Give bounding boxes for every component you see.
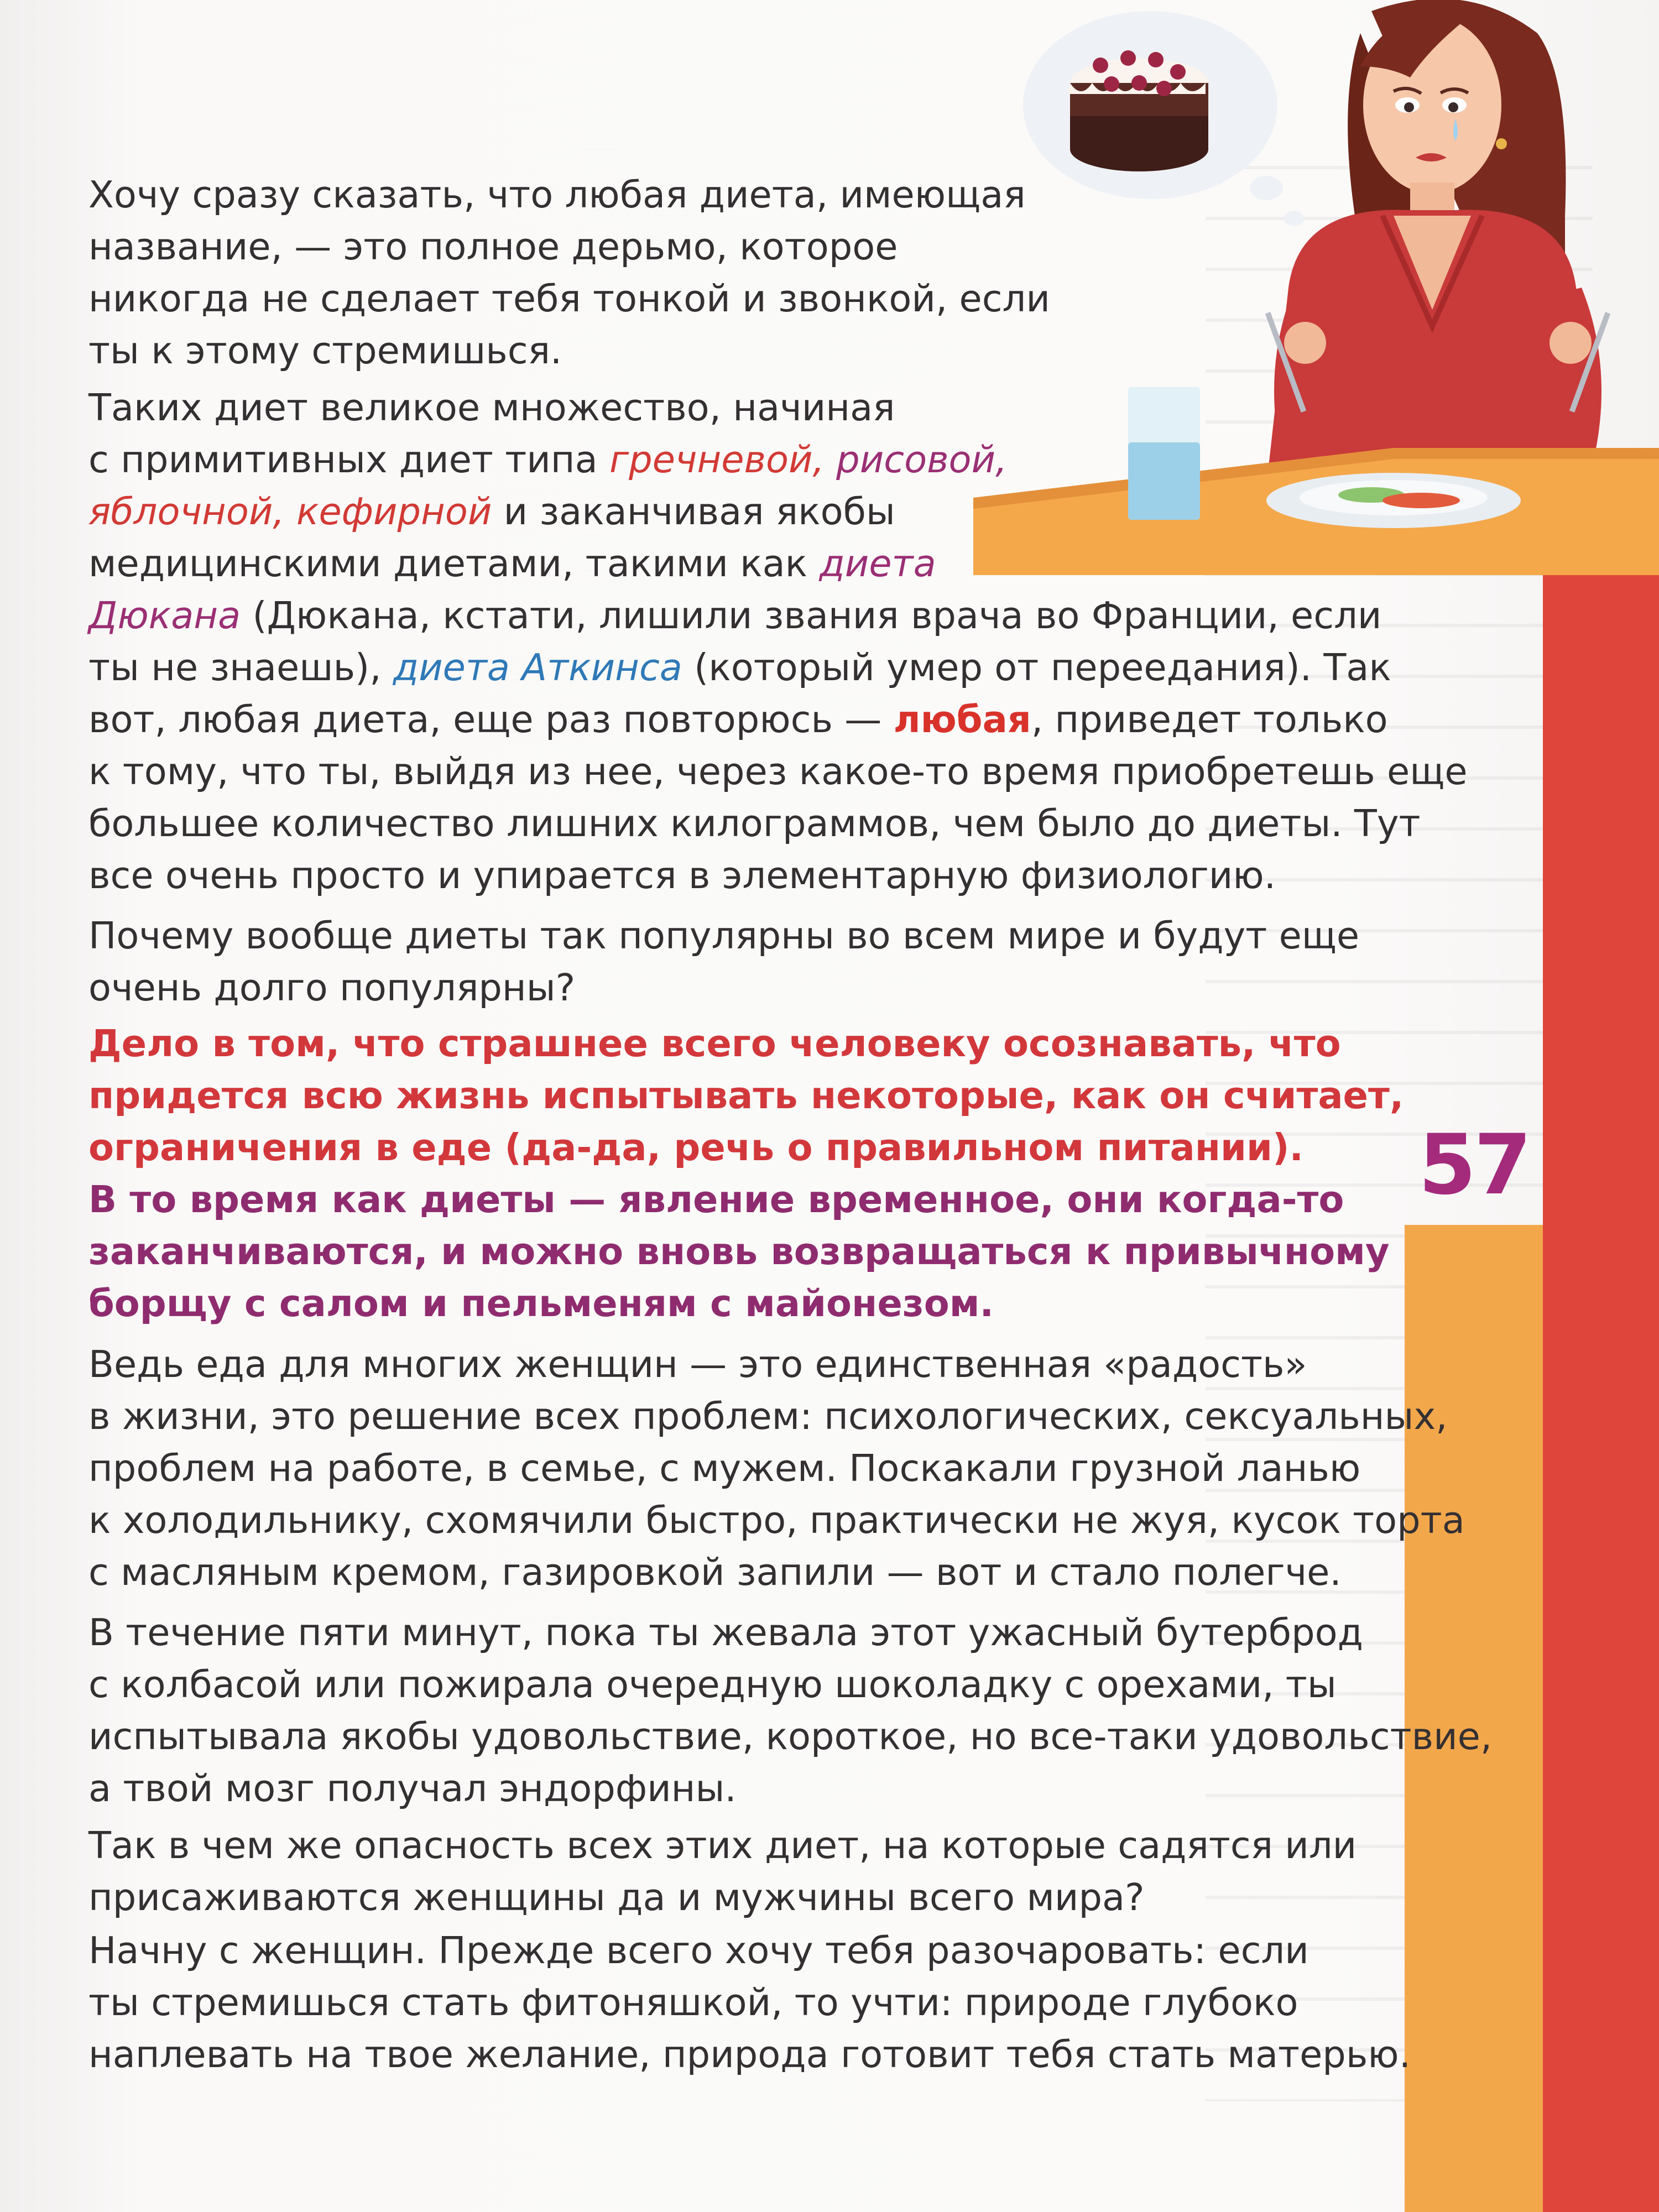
diet-name-apple: яблочной, bbox=[88, 490, 285, 533]
emphasis-any: любая bbox=[893, 698, 1031, 741]
text-line bbox=[88, 641, 1468, 693]
paragraph-5 bbox=[88, 1338, 1465, 1598]
text-line bbox=[88, 589, 1468, 641]
text-line: в жизни, это решение всех проблем: психологических, сексуальных, bbox=[88, 1395, 1448, 1438]
highlight-line: заканчиваются, и можно вновь возвращаться к привычному bbox=[88, 1230, 1390, 1273]
text-line: большее количество лишних килограммов, чем было до диеты. Тут bbox=[88, 802, 1421, 845]
text-line: В течение пяти минут, пока ты жевала этот ужасный бутерброд bbox=[88, 1611, 1363, 1654]
diet-name-dukan-cont: Дюкана bbox=[88, 594, 241, 637]
paragraph-6 bbox=[88, 1606, 1492, 1814]
text-span bbox=[285, 490, 296, 533]
text-line: Начну с женщин. Прежде всего хочу тебя разочаровать: если bbox=[88, 1929, 1309, 1972]
text-line: испытывала якобы удовольствие, короткое, но все-таки удовольствие, bbox=[88, 1715, 1493, 1758]
paragraph-1 bbox=[88, 169, 1050, 377]
red-side-band bbox=[1543, 564, 1659, 2212]
text-line: с колбасой или пожирала очередную шоколадку с орехами, ты bbox=[88, 1663, 1337, 1706]
text-span: (Дюкана, кстати, лишили звания врача во Франции, если bbox=[241, 594, 1382, 637]
text-line bbox=[88, 538, 1468, 589]
highlight-paragraph bbox=[88, 1018, 1404, 1329]
paragraph-7 bbox=[88, 1819, 1357, 1923]
text-line bbox=[88, 486, 1468, 538]
highlight-line: борщу с салом и пельменям с майонезом. bbox=[88, 1282, 994, 1325]
text-line: никогда не сделает тебя тонкой и звонкой, если bbox=[88, 277, 1050, 320]
diet-name-buckwheat: гречневой, bbox=[609, 438, 825, 481]
diet-name-rice: рисовой, bbox=[836, 438, 1008, 481]
text-line: к холодильнику, схомячили быстро, практически не жуя, кусок торта bbox=[88, 1499, 1465, 1542]
highlight-line: В то время как диеты — явление временное, они когда-то bbox=[88, 1178, 1344, 1221]
text-span: ты не знаешь), bbox=[88, 646, 393, 689]
text-line: все очень просто и упирается в элементарную физиологию. bbox=[88, 854, 1276, 897]
text-line: с масляным кремом, газировкой запили — вот и стало полегче. bbox=[88, 1551, 1342, 1594]
highlight-line: придется всю жизнь испытывать некоторые, как он считает, bbox=[88, 1074, 1404, 1117]
diet-name-kefir: кефирной bbox=[296, 490, 492, 533]
text-line: название, — это полное дерьмо, которое bbox=[88, 225, 898, 268]
highlight-line: ограничения в еде (да-да, речь о правильном питании). bbox=[88, 1126, 1303, 1169]
text-span: , приведет только bbox=[1031, 698, 1388, 741]
text-span: (который умер от переедания). Так bbox=[682, 646, 1391, 689]
text-line bbox=[88, 693, 1468, 745]
text-span: вот, любая диета, еще раз повторюсь — bbox=[88, 698, 894, 741]
text-line: присаживаются женщины да и мужчины всего мира? bbox=[88, 1876, 1145, 1919]
page-number: 57 bbox=[1418, 1117, 1530, 1213]
text-span: и заканчивая якобы bbox=[492, 490, 895, 533]
diet-name-dukan: диета bbox=[819, 542, 936, 585]
diet-name-atkins: диета Аткинса bbox=[393, 646, 682, 689]
highlight-line: Дело в том, что страшнее всего человеку осознавать, что bbox=[88, 1022, 1341, 1065]
text-line: Так в чем же опасность всех этих диет, на которые садятся или bbox=[88, 1824, 1357, 1867]
text-span: с примитивных диет типа bbox=[88, 438, 609, 481]
text-line: Таких диет великое множество, начиная bbox=[88, 386, 895, 429]
text-line: ты к этому стремишься. bbox=[88, 329, 562, 372]
paragraph-2 bbox=[88, 382, 1468, 901]
text-line: очень долго популярны? bbox=[88, 966, 576, 1009]
paragraph-3 bbox=[88, 910, 1359, 1014]
text-line: наплевать на твое желание, природа готовит тебя стать матерью. bbox=[88, 2033, 1411, 2076]
cake-icon bbox=[1067, 50, 1208, 171]
text-line: а твой мозг получал эндорфины. bbox=[88, 1767, 737, 1810]
text-line: Ведь еда для многих женщин — это единственная «радость» bbox=[88, 1343, 1307, 1386]
text-span bbox=[825, 438, 836, 481]
paragraph-8 bbox=[88, 1924, 1411, 2080]
text-line: ты стремишься стать фитоняшкой, то учти: природе глубоко bbox=[88, 1981, 1298, 2024]
text-line: Почему вообще диеты так популярны во всем мире и будут еще bbox=[88, 914, 1360, 957]
text-line: к тому, что ты, выйдя из нее, через какое-то время приобретешь еще bbox=[88, 750, 1468, 793]
text-line bbox=[88, 434, 1468, 486]
text-line: Хочу сразу сказать, что любая диета, имеющая bbox=[88, 173, 1026, 216]
text-line: проблем на работе, в семье, с мужем. Поскакали грузной ланью bbox=[88, 1447, 1361, 1490]
text-span: медицинскими диетами, такими как bbox=[88, 542, 820, 585]
